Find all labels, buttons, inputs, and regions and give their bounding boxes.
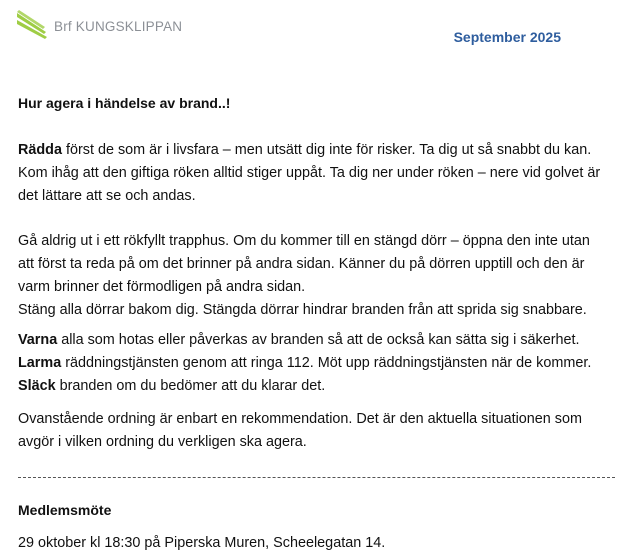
text-line: avgör i vilken ordning du verkligen ska agera. xyxy=(18,434,307,450)
text-line xyxy=(18,139,618,162)
logo xyxy=(16,10,216,40)
text-span: först de som är i livsfara – men utsätt dig inte för risker. Ta dig ut så snabbt du kan. xyxy=(61,142,592,158)
text-line: varm brinner det förmodligen på andra sidan. xyxy=(18,279,306,295)
paragraph-varna-larma-slack xyxy=(18,329,618,398)
paragraph-recommendation xyxy=(18,408,618,454)
text-line: Ovanstående ordning är enbart en rekommendation. Det är den aktuella situationen som xyxy=(18,411,582,427)
text-line: Gå aldrig ut i ett rökfyllt trapphus. Om du kommer till en stängd dörr – öppna den inte utan xyxy=(18,233,590,249)
paragraph-radda xyxy=(18,139,618,208)
text-line: det lättare att se och andas. xyxy=(18,188,196,204)
paragraph-trapphus xyxy=(18,230,618,322)
issue-date: September 2025 xyxy=(453,29,561,45)
text-span: alla som hotas eller påverkas av branden så att de också kan sätta sig i säkerhet. xyxy=(57,332,580,348)
meeting-title: Medlemsmöte xyxy=(18,502,112,518)
text-span: branden om du bedömer att du klarar det. xyxy=(55,378,326,394)
keyword-larma: Larma xyxy=(18,355,62,371)
logo-mark-icon xyxy=(16,10,50,40)
keyword-slack: Släck xyxy=(18,378,56,394)
text-line: Kom ihåg att den giftiga röken alltid stiger uppåt. Ta dig ner under röken – nere vid golvet är xyxy=(18,165,601,181)
text-line xyxy=(18,375,618,398)
text-line: att först ta reda på om det brinner på andra sidan. Känner du på dörren upptill och den är xyxy=(18,256,585,272)
text-line xyxy=(18,329,618,352)
meeting-details: 29 oktober kl 18:30 på Piperska Muren, Scheelegatan 14. xyxy=(18,535,386,551)
text-line xyxy=(18,352,618,375)
keyword-varna: Varna xyxy=(18,332,58,348)
fire-heading: Hur agera i händelse av brand..! xyxy=(18,95,231,111)
dashed-divider xyxy=(18,477,615,478)
text-line: Stäng alla dörrar bakom dig. Stängda dörrar hindrar branden från att sprida sig snabbare. xyxy=(18,302,587,318)
text-span: räddningstjänsten genom att ringa 112. Möt upp räddningstjänsten när de kommer. xyxy=(61,355,592,371)
logo-text: Brf KUNGSKLIPPAN xyxy=(54,19,183,34)
keyword-radda: Rädda xyxy=(18,142,62,158)
